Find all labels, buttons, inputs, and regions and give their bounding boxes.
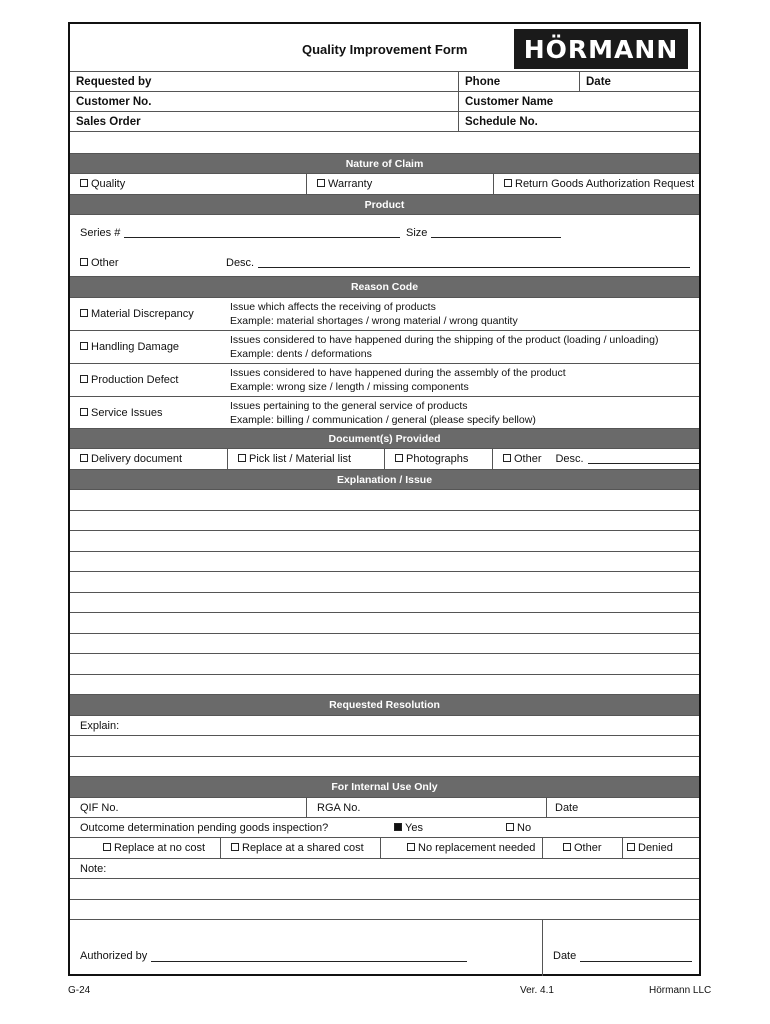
explanation-line[interactable] (70, 572, 699, 593)
authorized-by-field[interactable] (70, 920, 542, 976)
customer-no-label: Customer No. (76, 95, 152, 108)
outcome-row (70, 818, 699, 838)
explain-text: Explain: (80, 719, 120, 732)
series-row (70, 215, 699, 250)
authorized-by-label: Authorized by (80, 950, 148, 962)
note-text: Note: (80, 862, 107, 875)
reason-line2: Example: material shortages / wrong material / wrong quantity (230, 315, 518, 327)
return-goods-label: Return Goods Authorization Request (515, 178, 695, 190)
phone-field[interactable] (458, 72, 579, 91)
reason-row (70, 331, 699, 364)
requested-by-field[interactable] (70, 72, 458, 91)
rga-no-field[interactable] (306, 798, 546, 817)
explanation-line[interactable] (70, 675, 699, 695)
reason-line1: Issues considered to have happened during the assembly of the product (230, 367, 566, 379)
documents-row (70, 449, 699, 470)
reason-description (224, 298, 699, 330)
no-label: No (517, 821, 532, 834)
replace-no-cost-checkbox[interactable] (103, 843, 111, 851)
size-field[interactable] (400, 215, 600, 250)
customer-row (70, 92, 699, 112)
no-replacement-label: No replacement needed (418, 842, 536, 854)
photographs-option[interactable] (384, 449, 492, 469)
internal-date-label: Date (555, 801, 579, 814)
outcome-question (70, 818, 388, 837)
nature-of-claim-title: Nature of Claim (345, 157, 424, 170)
explanation-line[interactable] (70, 593, 699, 613)
outcome-label: Outcome determination pending goods inspection? (80, 821, 329, 834)
warranty-checkbox[interactable] (317, 179, 325, 187)
authorization-date-field[interactable] (542, 920, 699, 976)
handling-damage-checkbox[interactable] (80, 342, 88, 350)
denied-label: Denied (638, 842, 673, 854)
delivery-document-option[interactable] (70, 449, 227, 469)
note-line[interactable] (70, 900, 699, 920)
internal-other-option[interactable] (542, 838, 622, 858)
reason-line2: Example: billing / communication / general (please specify bellow) (230, 413, 536, 426)
replace-no-cost-option[interactable] (70, 838, 220, 858)
documents-heading (70, 429, 699, 449)
explanation-line[interactable] (70, 654, 699, 675)
replacement-row (70, 838, 699, 859)
warranty-label: Warranty (328, 178, 373, 190)
qif-row (70, 798, 699, 818)
qif-no-label: QIF No. (80, 801, 119, 814)
quality-improvement-form (68, 22, 701, 976)
rga-no-label: RGA No. (317, 801, 361, 814)
delivery-document-label: Delivery document (91, 453, 183, 465)
authorization-row (70, 920, 699, 976)
customer-name-field[interactable] (458, 92, 699, 111)
explain-label (70, 716, 119, 735)
note-label (70, 859, 106, 878)
product-title: Product (364, 198, 405, 211)
requested-by-label: Requested by (76, 75, 152, 88)
explanation-line[interactable] (70, 634, 699, 654)
return-goods-checkbox[interactable] (504, 179, 512, 187)
reason-line1: Issues considered to have happened during the shipping of the product (loading / unloading) (230, 334, 659, 346)
internal-date-field[interactable] (546, 798, 699, 817)
explanation-line[interactable] (70, 613, 699, 634)
service-issues-checkbox[interactable] (80, 408, 88, 416)
note-row[interactable] (70, 859, 699, 879)
pick-list-checkbox[interactable] (238, 454, 246, 462)
logo-text: HÖRMANN (523, 34, 679, 64)
internal-other-checkbox[interactable] (563, 843, 571, 851)
reason-row (70, 298, 699, 331)
series-label: Series # (80, 226, 121, 239)
resolution-explain-row[interactable] (70, 716, 699, 736)
reason-row (70, 364, 699, 397)
replace-shared-checkbox[interactable] (231, 843, 239, 851)
reason-code-heading (70, 277, 699, 298)
explanation-line[interactable] (70, 531, 699, 552)
service-issues-option[interactable] (70, 397, 224, 428)
documents-desc-label: Desc. (555, 453, 584, 465)
sales-order-field[interactable] (70, 112, 458, 131)
handling-damage-option[interactable] (70, 331, 224, 363)
product-desc-field[interactable] (220, 250, 699, 276)
no-checkbox[interactable] (506, 823, 514, 831)
authorization-date-line[interactable] (580, 952, 692, 962)
sales-order-label: Sales Order (76, 115, 141, 128)
reason-label: Production Defect (91, 374, 179, 386)
denied-checkbox[interactable] (627, 843, 635, 851)
production-defect-checkbox[interactable] (80, 375, 88, 383)
no-option[interactable] (500, 818, 600, 837)
explanation-line[interactable] (70, 552, 699, 572)
product-other-row (70, 250, 699, 277)
series-line[interactable] (124, 228, 400, 238)
size-label: Size (406, 226, 428, 239)
quality-option[interactable] (70, 174, 306, 194)
reason-description (224, 331, 699, 363)
customer-name-label: Customer Name (465, 95, 554, 108)
product-heading (70, 195, 699, 215)
reason-line1: Issue which affects the receiving of products (230, 301, 436, 313)
blank-row (70, 132, 699, 154)
requested-by-row (70, 72, 699, 92)
explanation-line[interactable] (70, 511, 699, 531)
reason-code-title: Reason Code (350, 281, 419, 293)
pick-list-option[interactable] (227, 449, 384, 469)
size-line[interactable] (431, 228, 561, 238)
reason-label: Service Issues (91, 406, 163, 419)
authorized-by-line[interactable] (151, 952, 467, 962)
product-other-checkbox[interactable] (80, 258, 88, 266)
pick-list-label: Pick list / Material list (249, 453, 352, 465)
explanation-title: Explanation / Issue (336, 473, 433, 486)
explanation-heading (70, 470, 699, 490)
date-label: Date (586, 75, 611, 88)
warranty-option[interactable] (306, 174, 493, 194)
series-field[interactable] (70, 215, 400, 250)
resolution-line[interactable] (70, 757, 699, 777)
reason-line2: Example: dents / deformations (230, 348, 372, 360)
material-discrepancy-option[interactable] (70, 298, 224, 330)
authorization-date-label: Date (553, 950, 577, 962)
quality-label: Quality (91, 178, 126, 190)
no-replacement-checkbox[interactable] (407, 843, 415, 851)
form-code: G-24 (68, 985, 91, 996)
replace-no-cost-label: Replace at no cost (114, 842, 206, 854)
resolution-title: Requested Resolution (329, 699, 440, 711)
resolution-heading (70, 695, 699, 716)
quality-checkbox[interactable] (80, 179, 88, 187)
form-header (70, 24, 699, 72)
internal-use-title: For Internal Use Only (331, 781, 438, 793)
product-other-option[interactable] (70, 250, 220, 276)
replace-shared-option[interactable] (220, 838, 380, 858)
reason-line1: Issues pertaining to the general service of products (230, 399, 468, 412)
resolution-line[interactable] (70, 736, 699, 757)
reason-row (70, 397, 699, 429)
documents-other-label: Other (513, 453, 542, 465)
product-other-label: Other (91, 257, 119, 269)
sales-order-row (70, 112, 699, 132)
hormann-logo (514, 29, 688, 69)
yes-label: Yes (405, 821, 423, 834)
product-desc-label: Desc. (226, 257, 255, 269)
photographs-label: Photographs (406, 453, 469, 465)
production-defect-option[interactable] (70, 364, 224, 396)
phone-label: Phone (465, 75, 501, 88)
denied-option[interactable] (622, 838, 699, 858)
reason-description (224, 364, 699, 396)
yes-option[interactable] (388, 818, 500, 837)
note-line[interactable] (70, 879, 699, 900)
documents-title: Document(s) Provided (328, 432, 441, 445)
documents-other-option[interactable] (492, 449, 699, 469)
reason-label: Material Discrepancy (91, 308, 194, 320)
customer-no-field[interactable] (70, 92, 458, 111)
form-version: Ver. 4.1 (520, 985, 554, 996)
nature-of-claim-heading (70, 154, 699, 174)
documents-desc-line[interactable] (588, 454, 699, 464)
replace-shared-label: Replace at a shared cost (242, 842, 364, 854)
internal-use-heading (70, 777, 699, 798)
explanation-line[interactable] (70, 490, 699, 511)
documents-other-checkbox[interactable] (503, 454, 511, 462)
reason-description (224, 397, 699, 428)
delivery-document-checkbox[interactable] (80, 454, 88, 462)
nature-of-claim-row (70, 174, 699, 195)
material-discrepancy-checkbox[interactable] (80, 309, 88, 317)
product-desc-line[interactable] (258, 258, 690, 268)
internal-other-label: Other (574, 842, 602, 854)
company-name: Hörmann LLC (649, 985, 712, 996)
reason-label: Handling Damage (91, 341, 180, 353)
form-title: Quality Improvement Form (302, 42, 468, 57)
qif-no-field[interactable] (70, 798, 306, 817)
reason-line2: Example: wrong size / length / missing components (230, 381, 469, 393)
no-replacement-option[interactable] (380, 838, 542, 858)
yes-checkbox[interactable] (394, 823, 402, 831)
schedule-no-field[interactable] (458, 112, 699, 131)
return-goods-option[interactable] (493, 174, 699, 194)
photographs-checkbox[interactable] (395, 454, 403, 462)
date-field[interactable] (579, 72, 699, 91)
schedule-no-label: Schedule No. (465, 115, 538, 128)
